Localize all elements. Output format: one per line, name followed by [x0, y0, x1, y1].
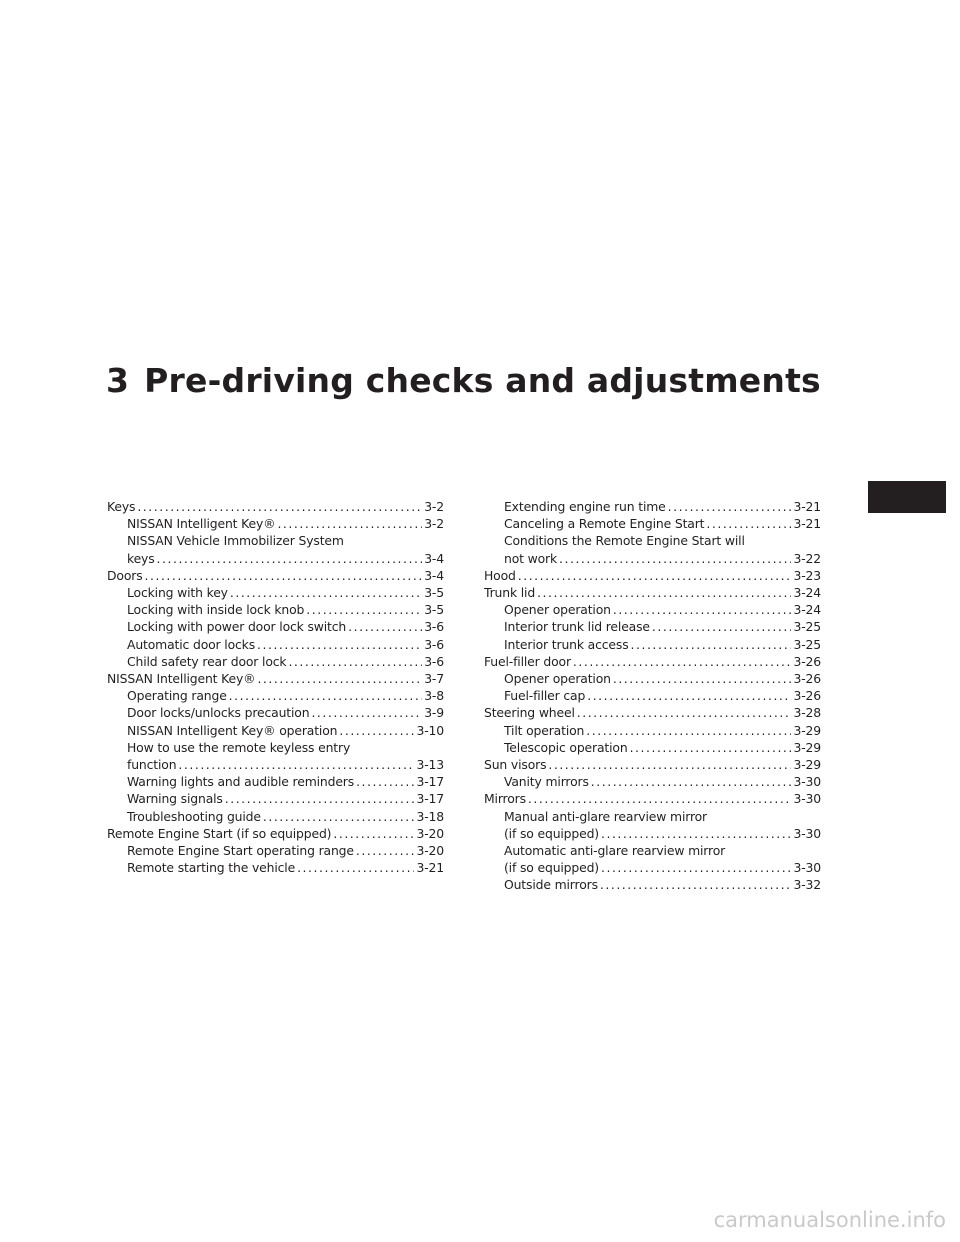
- toc-entry-title-line: NISSAN Vehicle Immobilizer System: [127, 533, 344, 549]
- dot-leader: [356, 773, 414, 790]
- toc-entry[interactable]: [484, 567, 821, 584]
- toc-entry-page: 3-9: [424, 705, 444, 721]
- dot-leader: [178, 756, 414, 773]
- dot-leader: [537, 584, 791, 601]
- toc-entry[interactable]: [484, 842, 821, 876]
- toc-entry-page: 3-29: [793, 739, 821, 755]
- toc-entry-title: Fuel-filler cap: [504, 688, 586, 704]
- toc-entry-title: Remote starting the vehicle: [127, 860, 296, 876]
- toc-entry[interactable]: [107, 584, 444, 601]
- toc-entry-title: Hood: [484, 567, 516, 583]
- dot-leader: [601, 825, 791, 842]
- toc-entry-page: 3-24: [793, 585, 821, 601]
- chapter-title: [106, 358, 821, 404]
- toc-entry[interactable]: [107, 670, 444, 687]
- toc-entry-title: (if so equipped): [504, 825, 599, 841]
- toc-entry-page: 3-13: [416, 757, 444, 773]
- dot-leader: [225, 790, 415, 807]
- toc-entry-title: Automatic door locks: [127, 636, 256, 652]
- toc-entry[interactable]: [484, 687, 821, 704]
- toc-entry-title-line: Manual anti-glare rearview mirror: [504, 808, 708, 824]
- toc-entry-page: 3-6: [424, 619, 444, 635]
- toc-entry-title: Vanity mirrors: [504, 774, 589, 790]
- toc-entry-page: 3-26: [793, 653, 821, 669]
- dot-leader: [339, 722, 414, 739]
- toc-entry-page: 3-21: [416, 860, 444, 876]
- dot-leader: [577, 704, 792, 721]
- toc-entry-page: 3-2: [424, 516, 444, 532]
- toc-entry[interactable]: [484, 704, 821, 721]
- toc-entry-page: 3-5: [424, 602, 444, 618]
- toc-entry[interactable]: [484, 790, 821, 807]
- toc-entry-title: Interior trunk access: [504, 636, 629, 652]
- toc-entry-title: Telescopic operation: [504, 739, 628, 755]
- dot-leader: [137, 498, 422, 515]
- dot-leader: [548, 756, 791, 773]
- toc-entry-title: Canceling a Remote Engine Start: [504, 516, 705, 532]
- dot-leader: [601, 859, 791, 876]
- toc-entry-title: Opener operation: [504, 602, 611, 618]
- dot-leader: [229, 687, 423, 704]
- dot-leader: [257, 670, 422, 687]
- chapter-title-text: Pre-driving checks and adjustments: [144, 361, 821, 400]
- toc-entry-page: 3-29: [793, 722, 821, 738]
- toc-entry-title: NISSAN Intelligent Key®: [107, 671, 256, 687]
- toc-entry-title: Trunk lid: [484, 585, 536, 601]
- dot-leader: [518, 567, 792, 584]
- toc-entry-title: Mirrors: [484, 791, 526, 807]
- toc-entry-page: 3-25: [793, 636, 821, 652]
- toc-entry-title: Extending engine run time: [504, 499, 666, 514]
- toc-entry-page: 3-25: [793, 619, 821, 635]
- toc-entry[interactable]: [484, 773, 821, 790]
- toc-entry[interactable]: [107, 842, 444, 859]
- toc-entry[interactable]: [484, 739, 821, 756]
- toc-entry[interactable]: [484, 756, 821, 773]
- dot-leader: [145, 567, 423, 584]
- toc-entry-page: 3-22: [793, 550, 821, 566]
- toc-entry-title: Child safety rear door lock: [127, 653, 287, 669]
- toc-entry[interactable]: [484, 876, 821, 893]
- toc-entry[interactable]: [107, 653, 444, 670]
- dot-leader: [263, 808, 415, 825]
- dot-leader: [573, 653, 792, 670]
- toc-entry[interactable]: [107, 825, 444, 842]
- toc-right-column: [484, 498, 821, 894]
- toc-entry[interactable]: [107, 859, 444, 876]
- toc-entry[interactable]: [107, 515, 444, 532]
- toc-entry[interactable]: [107, 498, 444, 515]
- toc-entry[interactable]: [484, 618, 821, 635]
- dot-leader: [528, 790, 792, 807]
- toc-entry-page: 3-30: [793, 860, 821, 876]
- toc-entry-title: Outside mirrors: [504, 877, 598, 893]
- toc-entry-page: 3-26: [793, 671, 821, 687]
- toc-entry-page: 3-30: [793, 825, 821, 841]
- toc-entry[interactable]: [484, 636, 821, 653]
- toc-entry-page: 3-8: [424, 688, 444, 704]
- dot-leader: [277, 515, 422, 532]
- toc-entry[interactable]: [107, 636, 444, 653]
- toc-entry-page: 3-30: [793, 791, 821, 807]
- watermark: carmanualsonline.info: [713, 1208, 946, 1232]
- toc-entry-page: 3-21: [793, 499, 821, 514]
- toc-entry-page: 3-6: [424, 653, 444, 669]
- dot-leader: [306, 601, 422, 618]
- chapter-number: 3: [106, 361, 130, 400]
- toc-entry[interactable]: [107, 618, 444, 635]
- toc-entry-title: Operating range: [127, 688, 227, 704]
- dot-leader: [631, 636, 792, 653]
- toc-entry-page: 3-30: [793, 774, 821, 790]
- dot-leader: [559, 550, 791, 567]
- dot-leader: [297, 859, 414, 876]
- toc-entry[interactable]: [484, 498, 821, 515]
- toc-entry-title: Steering wheel: [484, 705, 575, 721]
- dot-leader: [630, 739, 792, 756]
- toc-entry-title: (if so equipped): [504, 860, 599, 876]
- toc-entry-page: 3-4: [424, 567, 444, 583]
- toc-entry-page: 3-17: [416, 791, 444, 807]
- dot-leader: [706, 515, 791, 532]
- chapter-tab-marker: [868, 481, 946, 513]
- toc-entry-title: Warning signals: [127, 791, 223, 807]
- toc-entry-page: 3-18: [416, 808, 444, 824]
- toc-entry[interactable]: [107, 722, 444, 739]
- toc-entry-title: Locking with inside lock knob: [127, 602, 305, 618]
- toc-entry[interactable]: [107, 704, 444, 721]
- toc-entry-title: NISSAN Intelligent Key®: [127, 516, 276, 532]
- toc-entry-page: 3-20: [416, 843, 444, 859]
- toc-left-column: [107, 498, 444, 876]
- toc-entry-title-line: Automatic anti-glare rearview mirror: [504, 843, 726, 859]
- toc-entry[interactable]: [107, 790, 444, 807]
- dot-leader: [600, 876, 792, 893]
- toc-entry-title: Locking with key: [127, 585, 228, 601]
- dot-leader: [586, 722, 791, 739]
- dot-leader: [356, 842, 415, 859]
- dot-leader: [668, 498, 792, 515]
- toc-entry-title: Tilt operation: [504, 722, 585, 738]
- toc-entry-title: Remote Engine Start operating range: [127, 843, 354, 859]
- toc-entry[interactable]: [107, 808, 444, 825]
- toc-entry-title-line: How to use the remote keyless entry: [127, 739, 351, 755]
- toc-entry-page: 3-21: [793, 516, 821, 532]
- toc-entry-page: 3-4: [424, 550, 444, 566]
- toc-entry[interactable]: [484, 515, 821, 532]
- toc-entry-title-line: Conditions the Remote Engine Start will: [504, 533, 745, 549]
- toc-entry-page: 3-10: [416, 722, 444, 738]
- toc-entry[interactable]: [484, 601, 821, 618]
- toc-entry[interactable]: [484, 670, 821, 687]
- toc-entry-title: Warning lights and audible reminders: [127, 774, 355, 790]
- toc-entry-title: Keys: [107, 499, 136, 514]
- toc-entry[interactable]: [107, 532, 444, 566]
- toc-entry-page: 3-7: [424, 671, 444, 687]
- toc-entry-title: Fuel-filler door: [484, 653, 571, 669]
- toc-entry-title: Door locks/unlocks precaution: [127, 705, 310, 721]
- toc-entry-page: 3-28: [793, 705, 821, 721]
- dot-leader: [613, 601, 792, 618]
- toc-entry-title: Remote Engine Start (if so equipped): [107, 825, 332, 841]
- toc-entry-page: 3-17: [416, 774, 444, 790]
- toc-entry-page: 3-32: [793, 877, 821, 893]
- toc-entry-title: Sun visors: [484, 757, 547, 773]
- toc-entry-page: 3-2: [424, 499, 444, 514]
- toc-entry-page: 3-26: [793, 688, 821, 704]
- dot-leader: [157, 550, 423, 567]
- toc-entry[interactable]: [484, 532, 821, 566]
- toc-entry-title: Doors: [107, 567, 143, 583]
- toc-entry-page: 3-6: [424, 636, 444, 652]
- dot-leader: [230, 584, 422, 601]
- toc-entry-page: 3-24: [793, 602, 821, 618]
- dot-leader: [613, 670, 792, 687]
- toc-entry[interactable]: [484, 722, 821, 739]
- toc-entry[interactable]: [484, 584, 821, 601]
- dot-leader: [591, 773, 792, 790]
- toc-entry-page: 3-23: [793, 567, 821, 583]
- toc-entry-title: keys: [127, 550, 155, 566]
- toc-entry[interactable]: [107, 601, 444, 618]
- dot-leader: [652, 618, 792, 635]
- dot-leader: [333, 825, 414, 842]
- toc-entry-title: Troubleshooting guide: [127, 808, 261, 824]
- toc-entry-title: Opener operation: [504, 671, 611, 687]
- toc-entry-title: Locking with power door lock switch: [127, 619, 347, 635]
- toc-entry-page: 3-20: [416, 825, 444, 841]
- toc-entry[interactable]: [484, 808, 821, 842]
- toc-entry[interactable]: [107, 687, 444, 704]
- dot-leader: [288, 653, 422, 670]
- toc-entry-title: not work: [504, 550, 558, 566]
- toc-entry-page: 3-29: [793, 757, 821, 773]
- toc-entry-title: Interior trunk lid release: [504, 619, 650, 635]
- dot-leader: [257, 636, 422, 653]
- dot-leader: [348, 618, 422, 635]
- dot-leader: [311, 704, 422, 721]
- toc-entry[interactable]: [484, 653, 821, 670]
- toc-entry-page: 3-5: [424, 585, 444, 601]
- toc-entry-title: function: [127, 757, 177, 773]
- toc-entry[interactable]: [107, 739, 444, 773]
- toc-entry-title: NISSAN Intelligent Key® operation: [127, 722, 338, 738]
- toc-entry[interactable]: [107, 773, 444, 790]
- toc-entry[interactable]: [107, 567, 444, 584]
- dot-leader: [587, 687, 791, 704]
